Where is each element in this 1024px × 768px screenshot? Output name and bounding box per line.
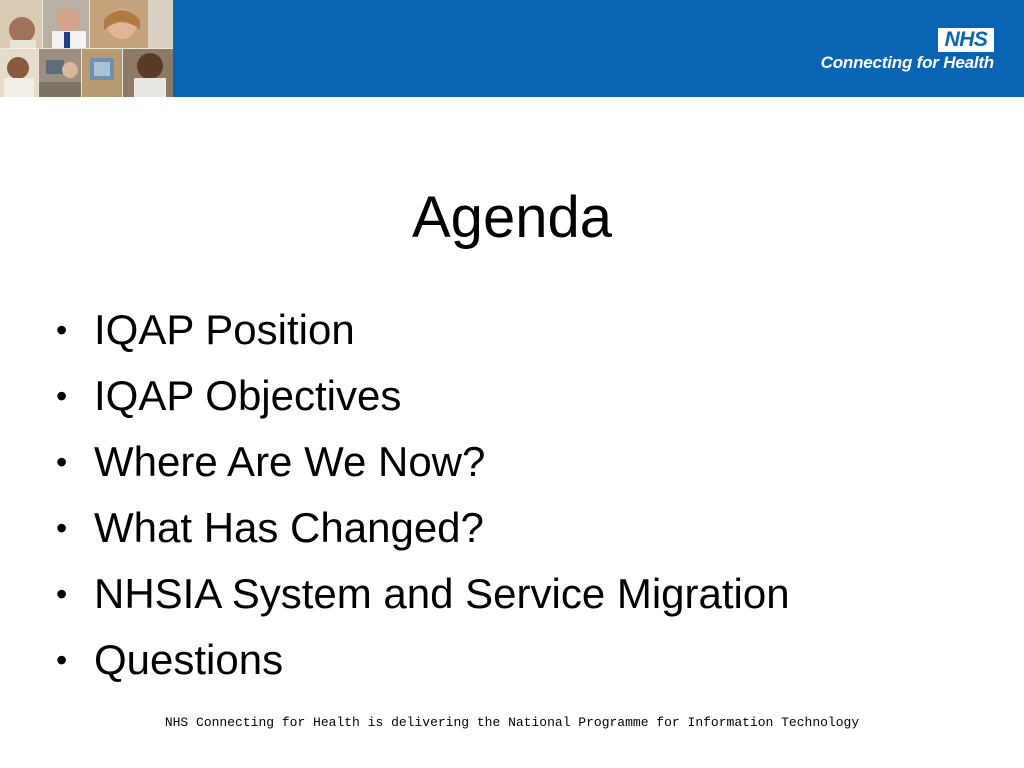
agenda-item (56, 632, 790, 698)
agenda-item-label: IQAP Objectives (94, 372, 402, 419)
footer-text: NHS Connecting for Health is delivering the National Programme for Information Technology (164, 715, 860, 730)
bullet-icon: • (56, 312, 68, 348)
photo-collage-image (0, 0, 173, 97)
bullet-icon: • (56, 378, 68, 414)
agenda-list (56, 302, 790, 698)
nhs-logo: NHS (938, 28, 994, 52)
agenda-item-label: IQAP Position (94, 306, 355, 353)
agenda-item-label: What Has Changed? (94, 504, 484, 551)
agenda-item (56, 566, 790, 632)
agenda-item-label: NHSIA System and Service Migration (94, 570, 790, 617)
bullet-icon: • (56, 576, 68, 612)
slide-title: Agenda (412, 185, 612, 250)
agenda-item (56, 434, 790, 500)
bullet-icon: • (56, 444, 68, 480)
agenda-item (56, 368, 790, 434)
bullet-icon: • (56, 642, 68, 678)
bullet-icon: • (56, 510, 68, 546)
agenda-item-label: Questions (94, 636, 284, 683)
agenda-item (56, 302, 790, 368)
agenda-item (56, 500, 790, 566)
header-banner (0, 0, 1024, 97)
agenda-item-label: Where Are We Now? (94, 438, 486, 485)
nhs-tagline: Connecting for Health (820, 53, 994, 72)
